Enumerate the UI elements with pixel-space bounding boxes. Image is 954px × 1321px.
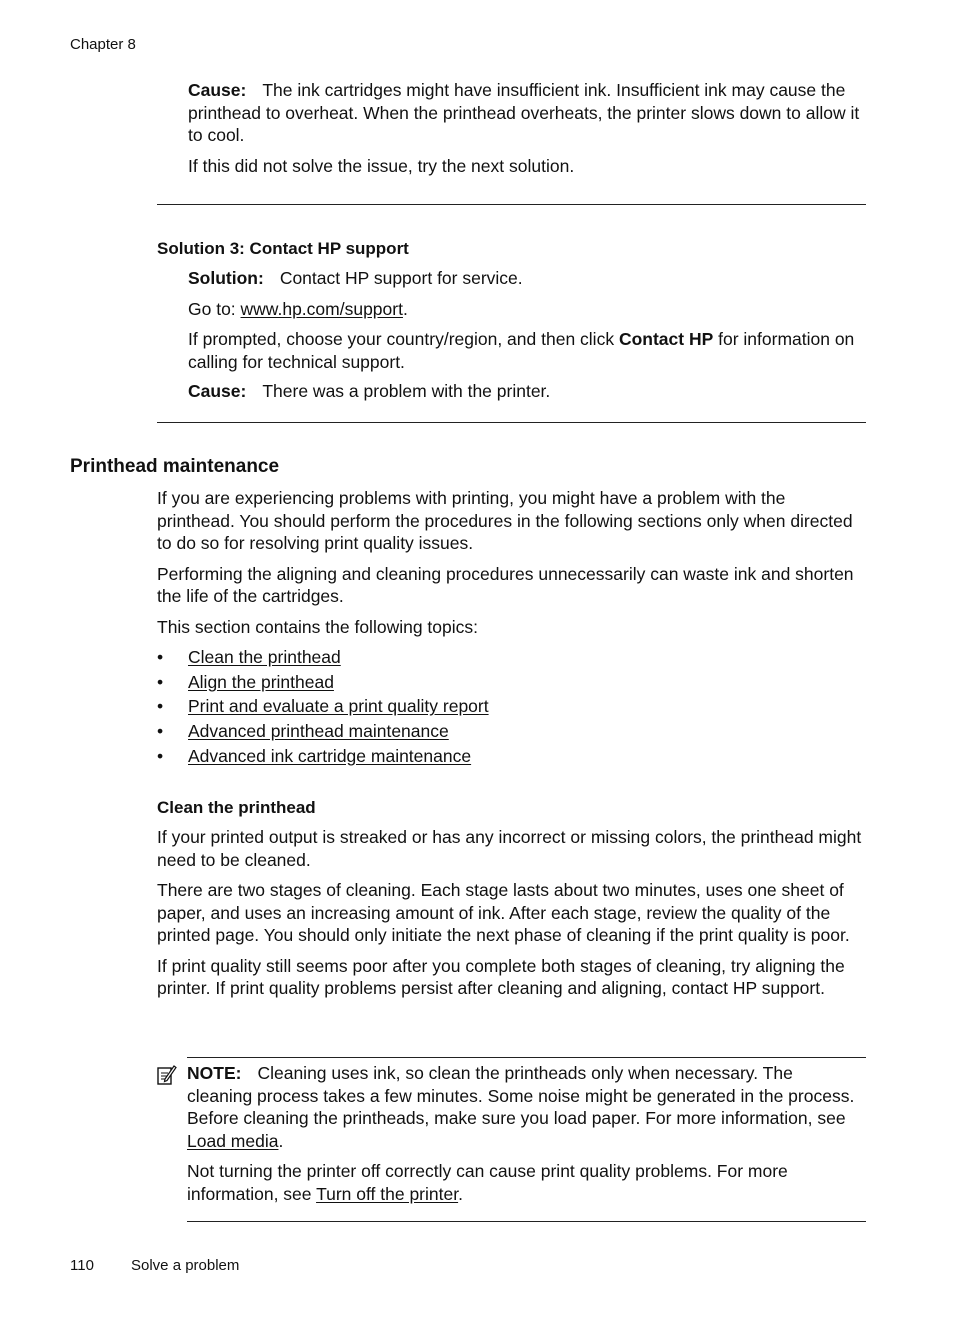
note-pencil-icon	[157, 1064, 177, 1086]
clean-paragraph: If print quality still seems poor after you complete both stages of cleaning, try aligning the printer. If print quality problems persist after cleaning and aligning, contact HP support.	[157, 955, 845, 998]
clean-paragraph: If your printed output is streaked or has any incorrect or missing colors, the printhead might need to be cleaned.	[157, 827, 862, 870]
printhead-maintenance-heading: Printhead maintenance	[70, 456, 280, 477]
bullet-marker: •	[157, 745, 164, 766]
hp-support-link[interactable]: www.hp.com/support	[240, 298, 403, 319]
clean-printhead-body	[157, 826, 862, 1000]
clean-paragraph: There are two stages of cleaning. Each stage lasts about two minutes, uses one sheet of paper, and uses an increasing amount of ink. After each stage, review the quality of the printed page. You should only initiate the next phase of cleaning if the print quality is poor.	[157, 880, 850, 945]
note-text-2: Not turning the printer off correctly can cause print quality problems. For more information, see	[187, 1161, 788, 1204]
note-bottom-rule	[187, 1221, 866, 1222]
note-suffix: .	[278, 1130, 284, 1151]
solution-text: Contact HP support for service.	[279, 268, 523, 288]
maintenance-paragraph: This section contains the following topics:	[157, 616, 478, 637]
list-item	[157, 720, 868, 745]
note-paragraph	[187, 1062, 862, 1152]
contact-hp-text: Contact HP	[618, 329, 714, 349]
page-number: 110	[70, 1257, 94, 1274]
footer-section-title: Solve a problem	[131, 1257, 240, 1274]
prompt-prefix: If prompted, choose your country/region, and then click	[188, 329, 619, 349]
maintenance-intro	[157, 487, 857, 638]
cause-label: Cause:	[188, 80, 247, 100]
cause-text: There was a problem with the printer.	[262, 381, 551, 401]
solution-paragraph	[188, 267, 868, 290]
solution3-cause-paragraph	[188, 380, 868, 403]
goto-suffix: .	[402, 298, 408, 319]
prompt-paragraph	[188, 328, 868, 373]
topics-list-container	[157, 646, 868, 769]
prompt-suffix: for information on calling for technical support.	[188, 329, 855, 372]
bullet-marker: •	[157, 696, 164, 717]
list-item	[157, 695, 868, 720]
topics-list	[157, 646, 868, 769]
note-top-rule	[187, 1057, 866, 1058]
chapter-header: Chapter 8	[70, 36, 136, 53]
note-suffix: .	[458, 1183, 463, 1204]
bullet-marker: •	[157, 671, 164, 692]
maintenance-paragraph: Performing the aligning and cleaning procedures unnecessarily can waste ink and shorten the life of the cartridges.	[157, 563, 854, 606]
section-divider	[157, 204, 866, 205]
bullet-marker: •	[157, 721, 164, 742]
cause-text: The ink cartridges might have insufficient ink. Insufficient ink may cause the printhead to overheat. When the printhead overheats, the printer slows down to allow it to cool.	[188, 80, 860, 145]
page-footer	[70, 1256, 239, 1276]
next-solution-text: If this did not solve the issue, try the next solution.	[188, 155, 575, 176]
turn-off-printer-link[interactable]: Turn off the printer	[316, 1183, 459, 1204]
note-text: Cleaning uses ink, so clean the printheads only when necessary. The cleaning process takes a few minutes. Some noise might be generated in the process. Before cleaning the printheads, make sure you load paper. For more information, see	[187, 1063, 855, 1128]
goto-paragraph	[188, 298, 868, 321]
bullet-marker: •	[157, 647, 164, 667]
cause-paragraph	[188, 79, 868, 147]
solution-label: Solution:	[188, 268, 264, 288]
topic-link-advanced-ink-cartridge[interactable]: Advanced ink cartridge maintenance	[188, 745, 472, 766]
maintenance-paragraph: If you are experiencing problems with printing, you might have a problem with the printhead. You should perform the procedures in the following sections only when directed to do so for resolving print quality issues.	[157, 488, 853, 553]
topic-link-align-printhead[interactable]: Align the printhead	[188, 671, 334, 692]
note-block	[187, 1062, 862, 1205]
solution3-title: Solution 3: Contact HP support	[157, 239, 409, 258]
goto-prefix: Go to:	[188, 298, 241, 319]
list-item	[157, 745, 868, 770]
solution3-block	[188, 267, 868, 403]
load-media-link[interactable]: Load media	[187, 1130, 279, 1151]
topic-link-print-quality-report[interactable]: Print and evaluate a print quality report	[188, 696, 489, 717]
cause-label: Cause:	[188, 381, 247, 401]
topic-link-clean-printhead[interactable]: Clean the printhead	[188, 647, 341, 667]
list-item	[157, 646, 868, 671]
note-paragraph-2	[187, 1160, 862, 1205]
solution2-cause-block	[188, 79, 868, 177]
topic-link-advanced-printhead[interactable]: Advanced printhead maintenance	[188, 721, 449, 742]
clean-printhead-heading: Clean the printhead	[157, 798, 316, 817]
section-divider	[157, 422, 866, 423]
list-item	[157, 671, 868, 696]
note-label: NOTE:	[187, 1063, 242, 1083]
